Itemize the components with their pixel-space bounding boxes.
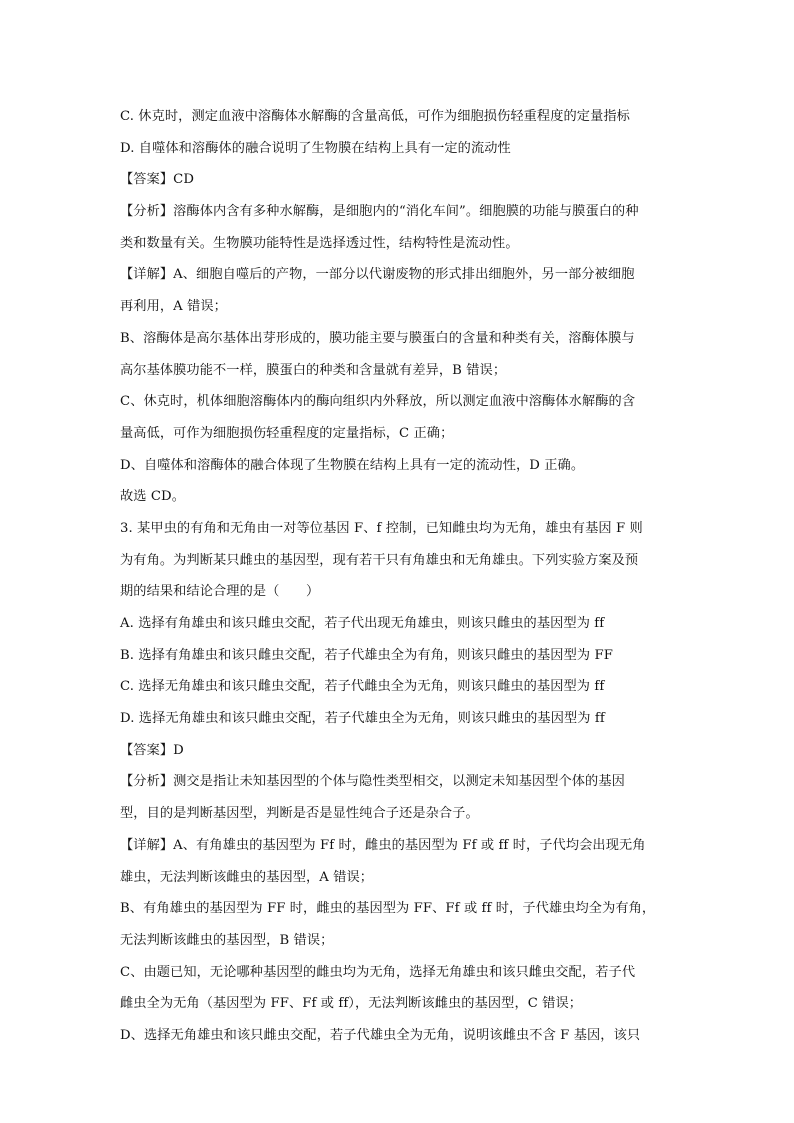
explanation-line: 雄虫，无法判断该雌虫的基因型，A 错误； (120, 869, 374, 885)
analysis-line: 【分析】溶酶体内含有多种水解酶，是细胞内的“消化车间”。细胞膜的功能与膜蛋白的种 (120, 204, 639, 220)
question-3-stem: 3. 某甲虫的有角和无角由一对等位基因 F、f 控制，已知雌虫均为无角，雄虫有基因 F 则 (120, 520, 643, 536)
option-d-text: D. 选择无角雄虫和该只雌虫交配，若子代雄虫全为无角，则该只雌虫的基因型为 ff (120, 711, 605, 727)
answer-line: 【答案】D (120, 742, 184, 758)
analysis-line: 【分析】测交是指让未知基因型的个体与隐性类型相交，以测定未知基因型个体的基因 (120, 774, 625, 790)
explanation-line: 量高低，可作为细胞损伤轻重程度的定量指标，C 正确； (120, 425, 454, 441)
explanation-line: C、由题已知，无论哪种基因型的雌虫均为无角，选择无角雄虫和该只雌虫交配，若子代 (120, 964, 636, 980)
explanation-line: C、休克时，机体细胞溶酶体内的酶向组织内外释放，所以测定血液中溶酶体水解酶的含 (120, 394, 636, 410)
question-3-stem: 期的结果和结论合理的是（ ） (120, 584, 320, 600)
explanation-line: D、自噬体和溶酶体的融合体现了生物膜在结构上具有一定的流动性，D 正确。 (120, 457, 585, 473)
option-c-text: C. 选择无角雄虫和该只雌虫交配，若子代雌虫全为无角，则该只雌虫的基因型为 ff (120, 679, 605, 695)
explanation-line: 雌虫全为无角（基因型为 FF、Ff 或 ff），无法判断该雌虫的基因型，C 错误； (120, 996, 583, 1012)
explanation-line: 再利用，A 错误； (120, 299, 227, 315)
option-d-text: D. 自噬体和溶酶体的融合说明了生物膜在结构上具有一定的流动性 (120, 140, 511, 156)
option-a-text: A. 选择有角雄虫和该只雌虫交配，若子代出现无角雄虫，则该只雌虫的基因型为 ff (120, 616, 605, 631)
analysis-line: 型，目的是判断基因型，判断是否是显性纯合子还是杂合子。 (120, 806, 479, 822)
analysis-line: 类和数量有关。生物膜功能特性是选择透过性，结构特性是流动性。 (120, 235, 519, 251)
explanation-line: 高尔基体膜功能不一样，膜蛋白的种类和含量就有差异，B 错误； (120, 362, 507, 378)
option-c-text: C. 休克时，测定血液中溶酶体水解酶的含量高低，可作为细胞损伤轻重程度的定量指标 (120, 109, 630, 124)
conclusion-line: 故选 CD。 (120, 489, 186, 505)
explanation-line: 无法判断该雌虫的基因型，B 错误； (120, 932, 334, 948)
explanation-line: D、选择无角雄虫和该只雌虫交配，若子代雄虫全为无角，说明该雌虫不含 F 基因，该只 (120, 1027, 641, 1043)
question-3-stem: 为有角。为判断某只雌虫的基因型，现有若干只有角雄虫和无角雄虫。下列实验方案及预 (120, 552, 639, 568)
explanation-line: 【详解】A、有角雄虫的基因型为 Ff 时，雌虫的基因型为 Ff 或 ff 时，子代均会出现无角 (120, 837, 646, 853)
answer-line: 【答案】CD (120, 172, 195, 188)
explanation-line: 【详解】A、细胞自噬后的产物，一部分以代谢废物的形式排出细胞外，另一部分被细胞 (120, 267, 635, 283)
explanation-line: B、溶酶体是高尔基体出芽形成的，膜功能主要与膜蛋白的含量和种类有关，溶酶体膜与 (120, 330, 635, 346)
explanation-line: B、有角雄虫的基因型为 FF 时，雌虫的基因型为 FF、Ff 或 ff 时，子代雄虫均全为有角， (120, 901, 656, 917)
document-page (120, 101, 680, 1052)
option-b-text: B. 选择有角雄虫和该只雌虫交配，若子代雄虫全为有角，则该只雌虫的基因型为 FF (120, 647, 613, 663)
